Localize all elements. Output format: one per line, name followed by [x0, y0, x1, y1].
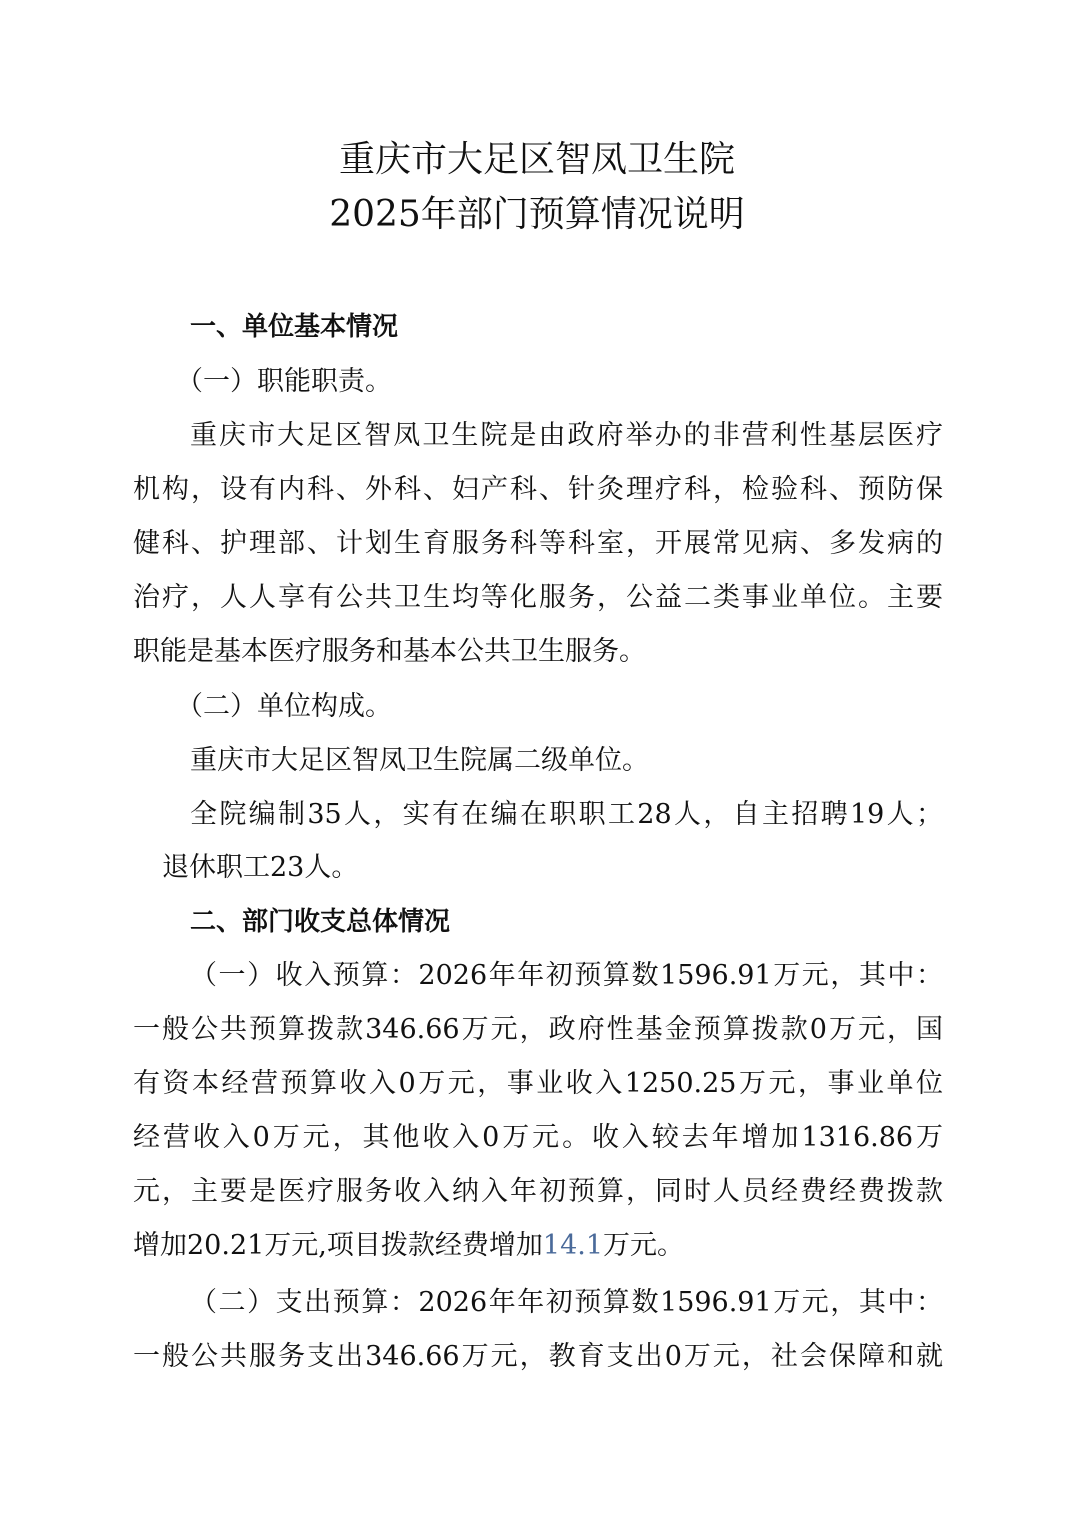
paragraph-line: 重庆市大足区智凤卫生院是由政府举办的非营利性基层医疗 — [190, 420, 943, 451]
section-heading-2: 二、部门收支总体情况 — [190, 907, 451, 937]
paragraph-line — [133, 1226, 684, 1266]
paragraph-line: 一般公共服务支出346.66万元，教育支出0万元，社会保障和就 — [133, 1341, 943, 1372]
subheading-composition: （二）单位构成。 — [176, 691, 392, 722]
paragraph-line: 有资本经营预算收入0万元，事业收入1250.25万元，事业单位 — [133, 1068, 943, 1099]
paragraph-line: 健科、护理部、计划生育服务科等科室，开展常见病、多发病的 — [133, 528, 943, 559]
paragraph-line: 重庆市大足区智凤卫生院属二级单位。 — [190, 745, 649, 776]
section-heading-1: 一、单位基本情况 — [190, 312, 399, 342]
document-title-line2: 2025年部门预算情况说明 — [329, 194, 745, 235]
paragraph-line: 全院编制35人，实有在编在职职工28人，自主招聘19人； — [190, 799, 943, 830]
text: 万元。 — [603, 1230, 685, 1261]
paragraph-line: 职能是基本医疗服务和基本公共卫生服务。 — [133, 636, 646, 667]
paragraph-line: 治疗，人人享有公共卫生均等化服务，公益二类事业单位。主要 — [133, 582, 943, 613]
paragraph-line: （二）支出预算：2026年年初预算数1596.91万元，其中： — [190, 1287, 943, 1318]
text: 增加20.21万元,项目拨款经费增加 — [133, 1230, 543, 1261]
paragraph-line: 元，主要是医疗服务收入纳入年初预算，同时人员经费经费拨款 — [133, 1176, 943, 1207]
document-title-line1: 重庆市大足区智凤卫生院 — [338, 139, 735, 180]
subheading-duties: （一）职能职责。 — [176, 366, 392, 397]
paragraph-line: 机构，设有内科、外科、妇产科、针灸理疗科，检验科、预防保 — [133, 474, 943, 505]
paragraph-line: 一般公共预算拨款346.66万元，政府性基金预算拨款0万元，国 — [133, 1014, 943, 1045]
paragraph-line: 退休职工23人。 — [162, 852, 359, 883]
paragraph-line: （一）收入预算：2026年年初预算数1596.91万元，其中： — [190, 960, 943, 991]
highlighted-value: 14.1 — [542, 1230, 604, 1261]
paragraph-line: 经营收入0万元，其他收入0万元。收入较去年增加1316.86万 — [133, 1122, 943, 1153]
